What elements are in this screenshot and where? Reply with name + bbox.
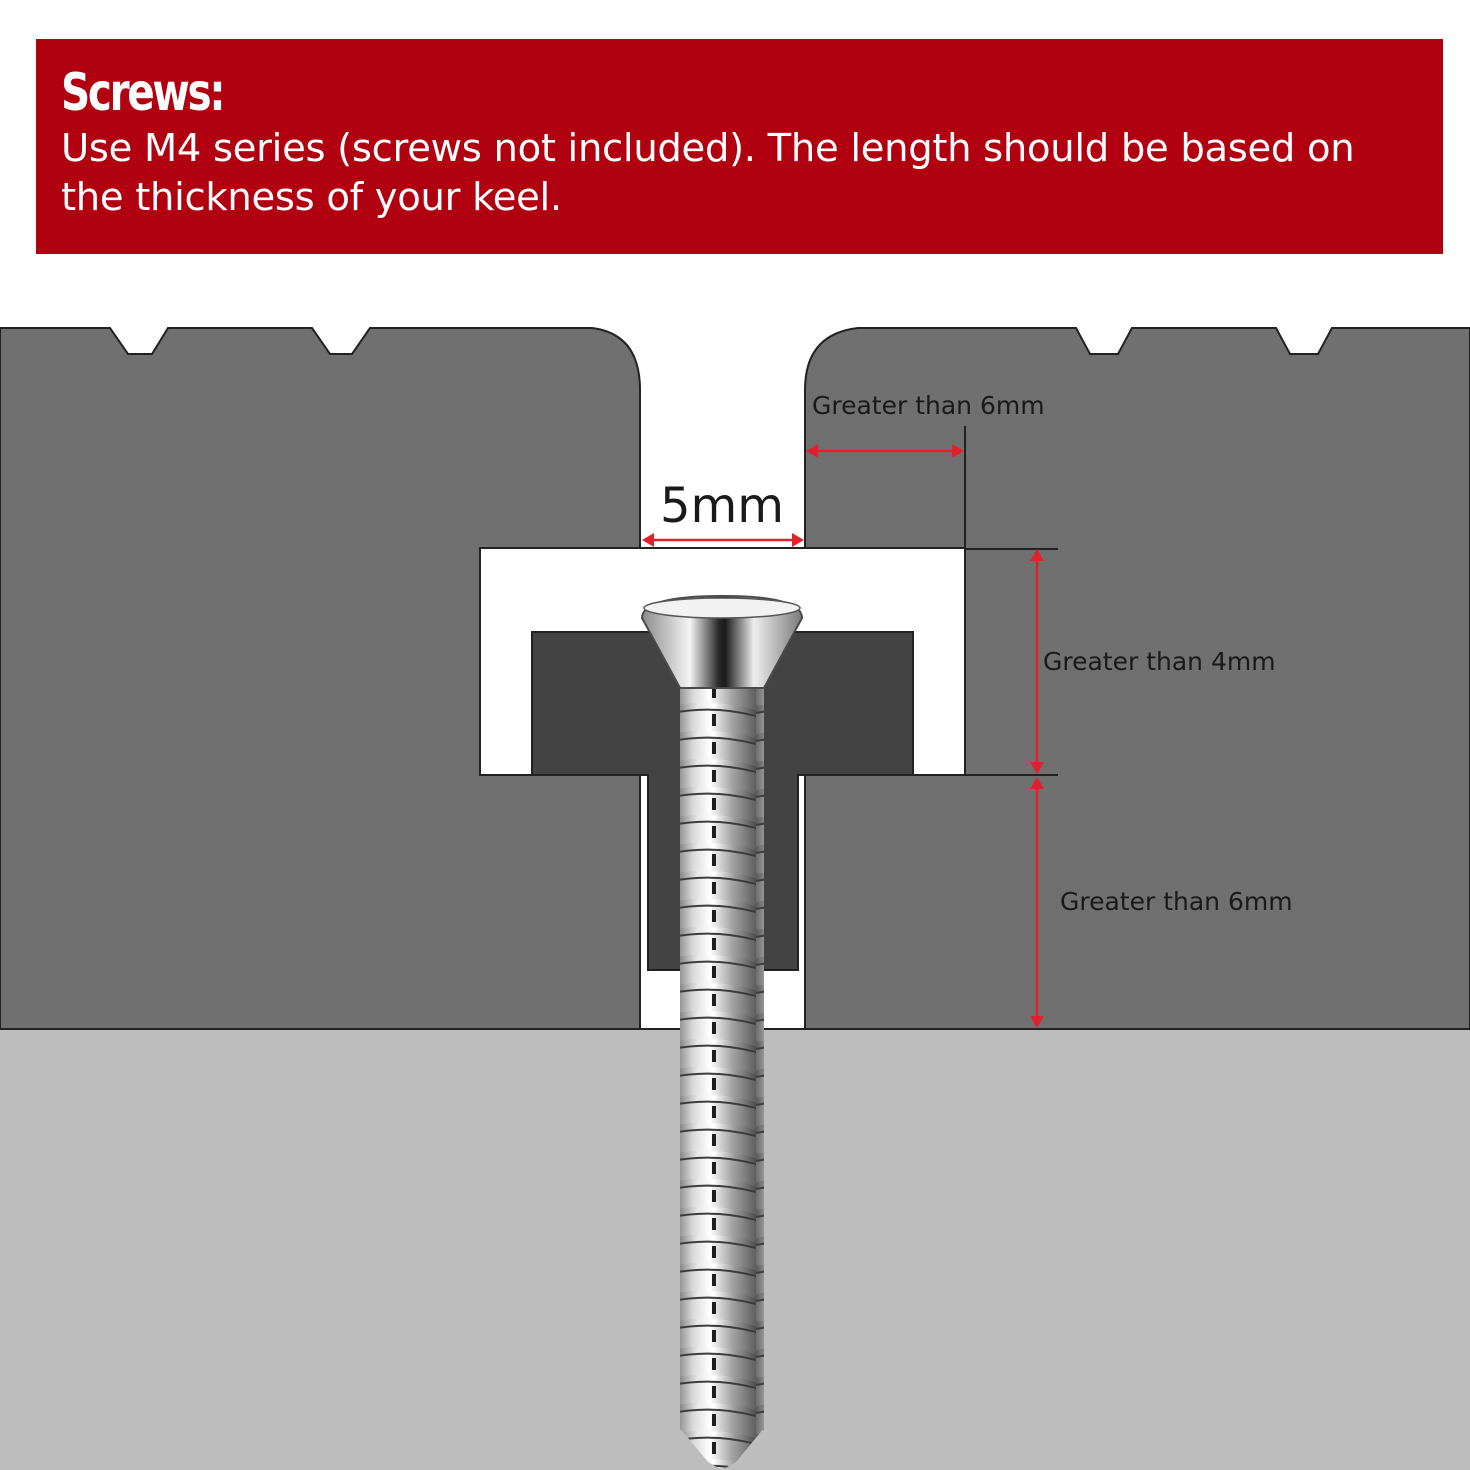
gap-width-label: 5mm (659, 478, 785, 534)
slot-depth-label: Greater than 4mm (1043, 647, 1276, 676)
banner-description: Use M4 series (screws not included). The length should be based on the thickness of your keel. (61, 126, 1355, 220)
lower-depth-label: Greater than 6mm (1060, 887, 1293, 916)
screw-shaft (680, 680, 764, 1430)
lip-label: Greater than 6mm (812, 391, 1045, 420)
gap-dimension (642, 533, 804, 547)
banner-title: Screws: (61, 63, 224, 123)
